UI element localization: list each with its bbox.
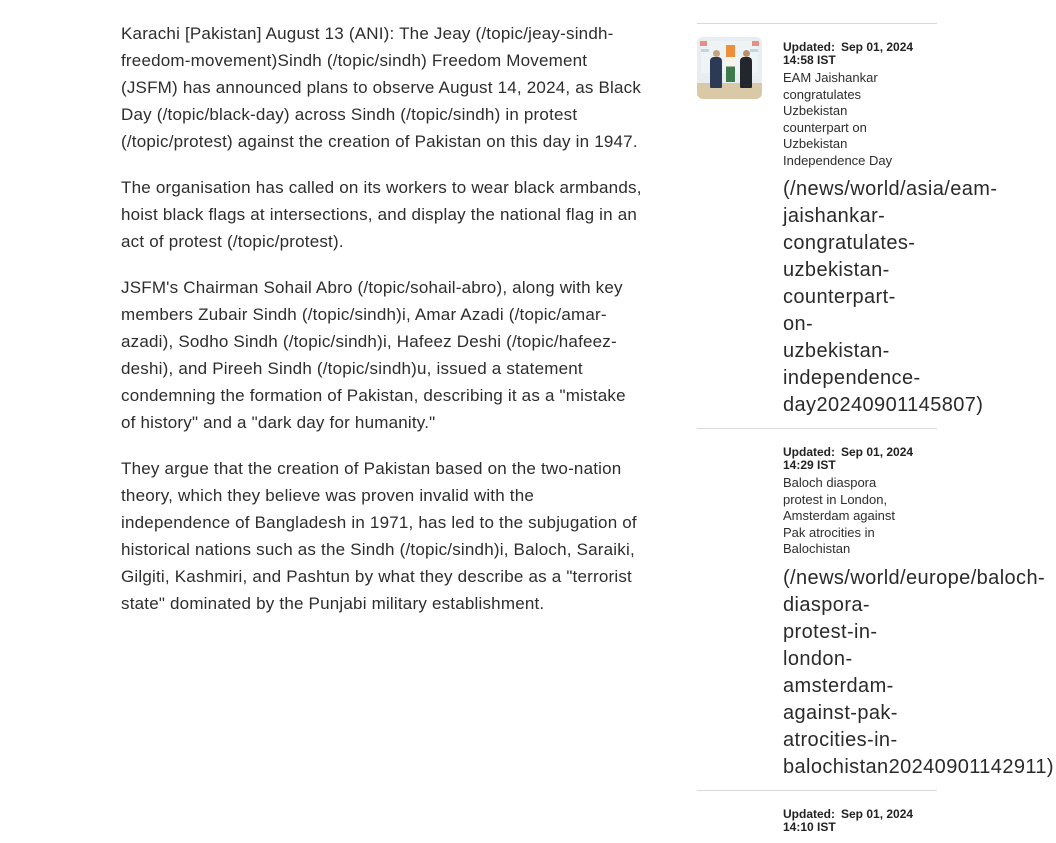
thumb-decal-left xyxy=(700,41,707,46)
thumbnail-slot xyxy=(697,36,783,99)
news-headline[interactable]: Baloch diaspora protest in London, Amsterdam against Pak atrocities in Balochistan xyxy=(783,475,895,556)
thumb-india-flag xyxy=(726,45,735,82)
related-news-sidebar xyxy=(697,23,1054,843)
updated-date: Sep 01, 2024 xyxy=(841,806,914,821)
related-news-item-1 xyxy=(697,23,998,428)
thumb-floor xyxy=(697,83,762,99)
updated-date: Sep 01, 2024 xyxy=(841,40,914,54)
related-news-item-2 xyxy=(697,428,1054,790)
article-paragraph-2: The organisation has called on its workers to wear black armbands, hoist black flags at intersections, and display the national flag in an act of protest (/topic/protest). xyxy=(121,178,642,251)
news-item-text xyxy=(783,803,914,834)
article-body xyxy=(121,20,645,636)
article-paragraph-1: Karachi [Pakistan] August 13 (ANI): The Jeay (/topic/jeay-sindh-freedom-movement)Sindh (/topic/sindh) Freedom Movement (JSFM) has announced plans to observe August 14, 2024, as Black Day (/topic/black-day) across Sindh (/topic/sindh) in protest (/topic/protest) against the creation of Pakistan on this day in 1947. xyxy=(121,24,642,151)
updated-label: Updated: xyxy=(783,40,835,54)
thumb-person-right-head xyxy=(743,50,750,57)
news-link-url[interactable]: (/news/world/europe/baloch-diaspora-protest-in-london-amsterdam-against-pak-atrocities-in-balochistan20240901142911) xyxy=(783,566,1054,778)
updated-label: Updated: xyxy=(783,445,835,459)
updated-date: Sep 01, 2024 xyxy=(841,445,914,459)
thumb-logo-mark-right xyxy=(750,49,758,52)
thumb-person-right xyxy=(740,57,752,88)
article-paragraph-3: JSFM's Chairman Sohail Abro (/topic/sohail-abro), along with key members Zubair Sindh (/topic/sindh)i, Amar Azadi (/topic/amar-azadi), Sodho Sindh (/topic/sindh)i, Hafeez Deshi (/topic/hafeez-deshi), and Pireeh Sindh (/topic/sindh)u, issued a statement condemning the formation of Pakistan, describing it as a "mistake of history" and a "dark day for humanity." xyxy=(121,278,626,432)
news-item-text xyxy=(783,441,1054,781)
updated-label: Updated: xyxy=(783,806,835,821)
updated-time: 14:29 IST xyxy=(783,458,836,472)
news-link-url[interactable]: (/news/world/asia/eam-jaishankar-congratulates-uzbekistan-counterpart-on-uzbekistan-independence-day20240901145807) xyxy=(783,178,998,416)
news-thumbnail-image[interactable] xyxy=(697,37,762,99)
updated-timestamp xyxy=(783,806,914,821)
news-item-text xyxy=(783,36,998,419)
thumb-decal-right xyxy=(752,41,759,46)
thumb-logo-mark-left xyxy=(701,49,709,52)
updated-time: 14:58 IST xyxy=(783,53,836,67)
article-paragraph-4: They argue that the creation of Pakistan based on the two-nation theory, which they believe was proven invalid with the independence of Bangladesh in 1971, has led to the subjugation of historical nations such as the Sindh (/topic/sindh)i, Baloch, Saraiki, Gilgiti, Kashmiri, and Pashtun by what they describe as a "terrorist state" dominated by the Punjabi military establishment. xyxy=(121,459,637,613)
news-headline[interactable]: EAM Jaishankar congratulates Uzbekistan counterpart on Uzbekistan Independence Day xyxy=(783,70,893,168)
updated-time: 14:10 IST xyxy=(783,819,836,834)
related-news-item-3 xyxy=(697,790,937,843)
thumb-person-left xyxy=(710,57,722,88)
thumb-person-left-head xyxy=(713,50,720,57)
